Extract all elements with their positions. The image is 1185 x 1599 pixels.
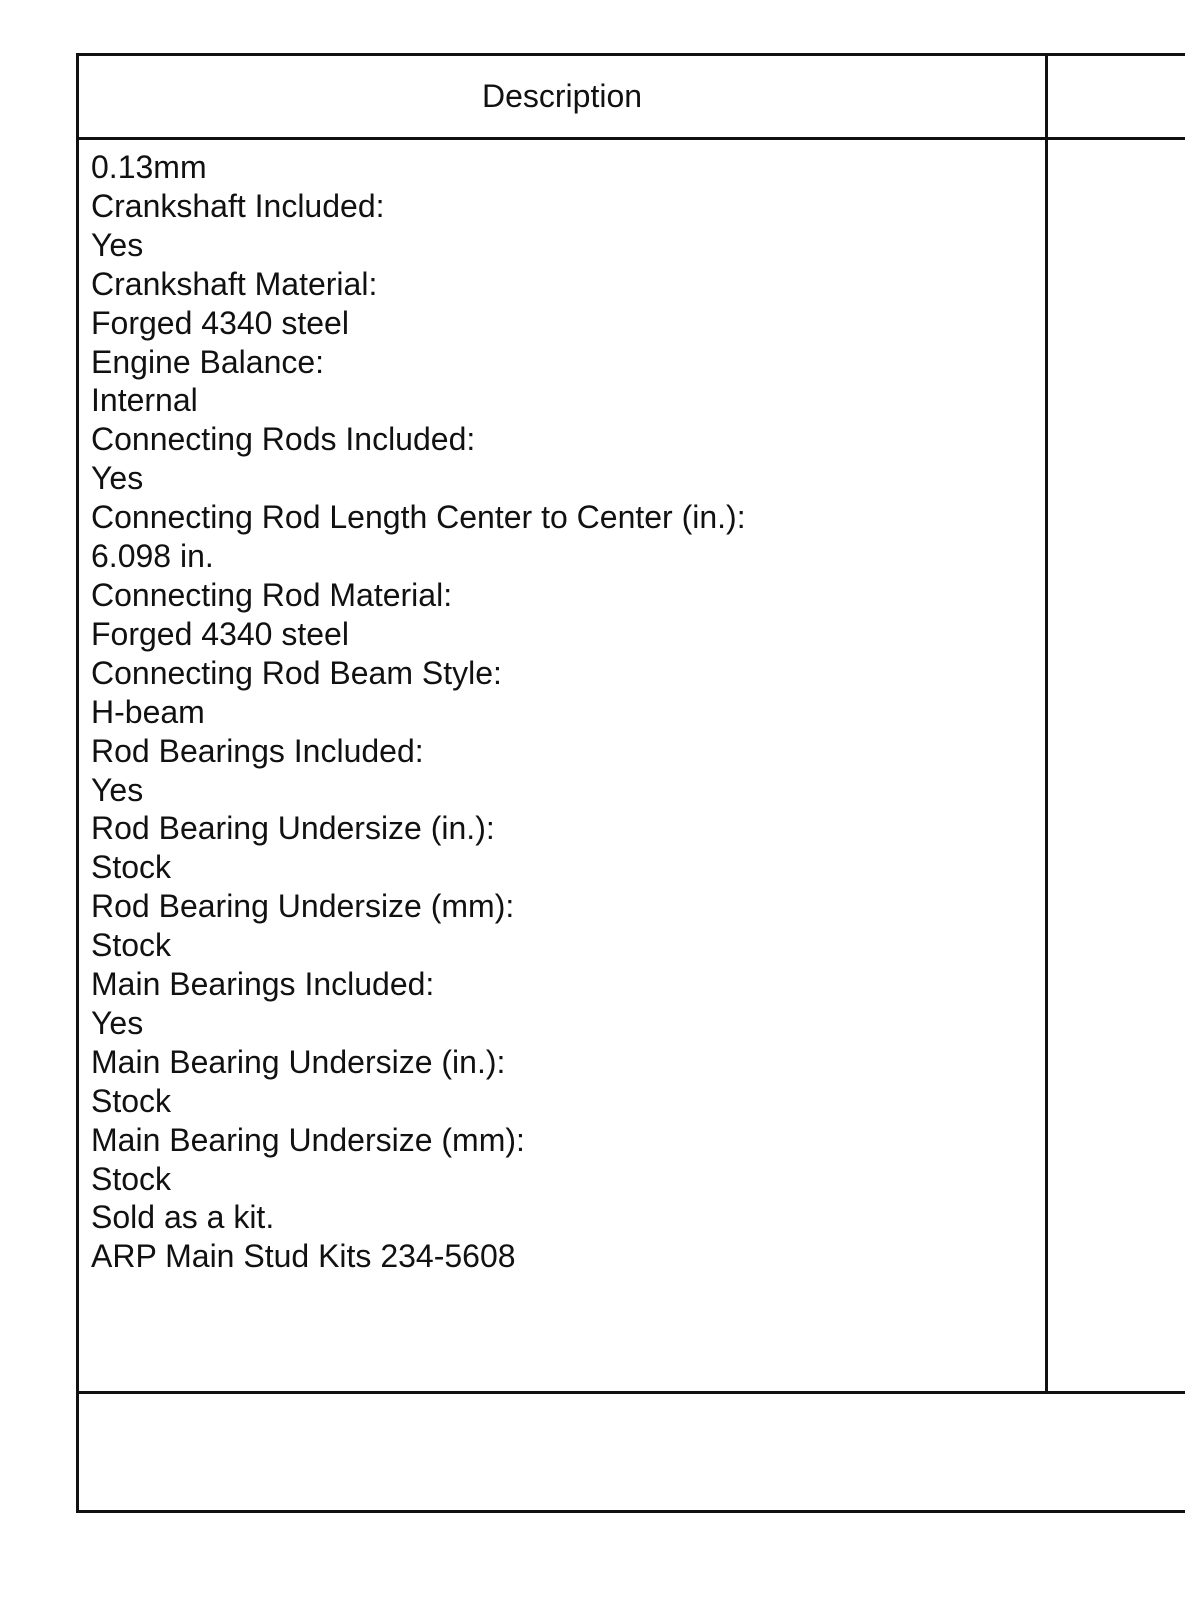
spec-line: H-beam	[91, 693, 205, 730]
spec-line: Rod Bearing Undersize (mm):	[91, 888, 515, 925]
spec-line: Rod Bearing Undersize (in.):	[91, 810, 495, 847]
spec-line: 6.098 in.	[91, 538, 214, 575]
spec-line: Forged 4340 steel	[91, 304, 349, 341]
spec-line: Yes	[91, 226, 144, 263]
spec-line: Connecting Rod Beam Style:	[91, 654, 502, 691]
spec-line: Stock	[91, 927, 172, 964]
spec-line: Stock	[91, 1160, 172, 1197]
spec-line: Crankshaft Material:	[91, 265, 378, 302]
spec-line: Stock	[91, 1082, 172, 1119]
spec-line: Main Bearing Undersize (mm):	[91, 1121, 525, 1158]
header-adjacent-cell	[1048, 56, 1185, 140]
description-table	[76, 53, 1185, 1513]
spec-line: Sold as a kit.	[91, 1199, 275, 1236]
description-header-label: Description	[481, 78, 643, 114]
spec-line: Yes	[91, 1004, 144, 1041]
spec-line: Forged 4340 steel	[91, 615, 349, 652]
spec-line: Stock	[91, 849, 172, 886]
spec-line: Rod Bearings Included:	[91, 732, 424, 769]
spec-line: Yes	[91, 771, 144, 808]
empty-footer-row	[79, 1394, 1185, 1513]
description-header-cell	[79, 56, 1048, 140]
spec-line: Internal	[91, 382, 198, 419]
body-adjacent-cell	[1048, 140, 1185, 1394]
description-body-cell	[79, 140, 1048, 1394]
spec-line: Connecting Rods Included:	[91, 421, 476, 458]
spec-line: Connecting Rod Length Center to Center (in.):	[91, 499, 746, 536]
spec-line: Crankshaft Included:	[91, 187, 385, 224]
spec-line: Connecting Rod Material:	[91, 576, 453, 613]
spec-line: Yes	[91, 460, 144, 497]
spec-line: Main Bearing Undersize (in.):	[91, 1043, 506, 1080]
spec-line: Main Bearings Included:	[91, 966, 435, 1003]
spec-line: ARP Main Stud Kits 234-5608	[91, 1238, 516, 1275]
spec-line: Engine Balance:	[91, 343, 325, 380]
spec-line: 0.13mm	[91, 149, 207, 185]
